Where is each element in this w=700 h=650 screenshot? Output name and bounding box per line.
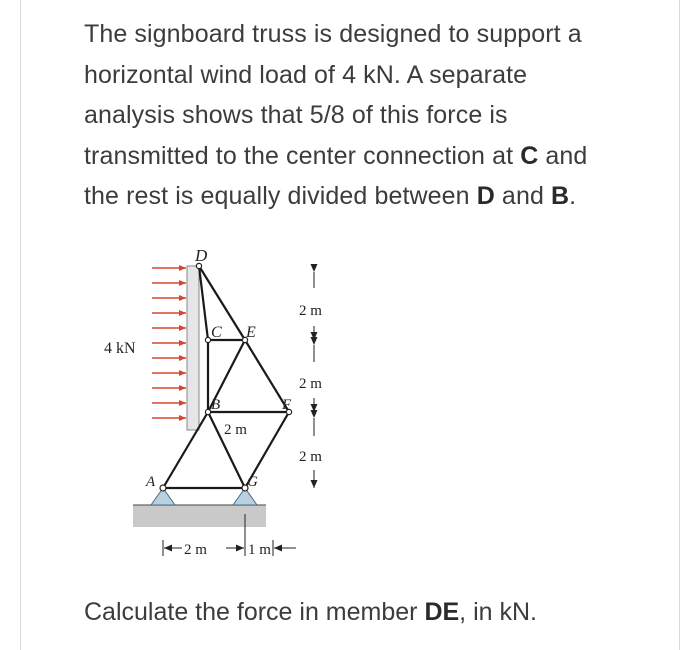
member-de-mention: DE — [424, 598, 460, 626]
vertical-dimension-1: 2 m — [299, 303, 322, 319]
problem-line-2: horizontal wind load of 4 kN. A separate — [84, 60, 528, 89]
question-statement — [84, 592, 644, 632]
problem-line-1: The signboard truss is designed to support a — [84, 20, 582, 48]
label-d: D — [195, 246, 208, 265]
problem-line-4-end: and — [538, 141, 588, 170]
member-dimension: 2 m — [224, 422, 247, 438]
question-text-end: , in kN. — [459, 598, 537, 626]
joint-c-mention: C — [520, 141, 539, 170]
wind-load-arrows — [152, 268, 186, 418]
member-ba — [163, 412, 208, 488]
horizontal-dimension-1: 2 m — [184, 542, 207, 558]
label-a: A — [146, 474, 156, 490]
label-b: B — [211, 397, 221, 413]
label-f: F — [282, 397, 292, 413]
label-g: G — [247, 474, 258, 490]
joint-d-mention: D — [476, 182, 495, 210]
load-label: 4 kN — [104, 340, 136, 357]
signboard — [187, 266, 199, 430]
truss-members — [163, 266, 289, 488]
joint-b-mention: B — [551, 182, 570, 210]
horizontal-dimension-2: 1 m — [248, 542, 271, 558]
problem-line-5-text: the rest is equally divided between — [84, 182, 477, 210]
label-e: E — [246, 324, 256, 341]
problem-line-4-text: transmitted to the center connection at — [84, 141, 521, 170]
problem-line-5-mid: and — [494, 182, 551, 210]
ground-slab — [133, 505, 266, 527]
problem-line-5-end: . — [569, 182, 577, 210]
vertical-dimension-3: 2 m — [299, 449, 322, 465]
label-c: C — [211, 324, 222, 341]
problem-line-3: analysis shows that 5/8 of this force is — [84, 101, 508, 129]
question-text-start: Calculate the force in member — [84, 598, 425, 626]
vertical-dimension-2: 2 m — [299, 376, 322, 392]
